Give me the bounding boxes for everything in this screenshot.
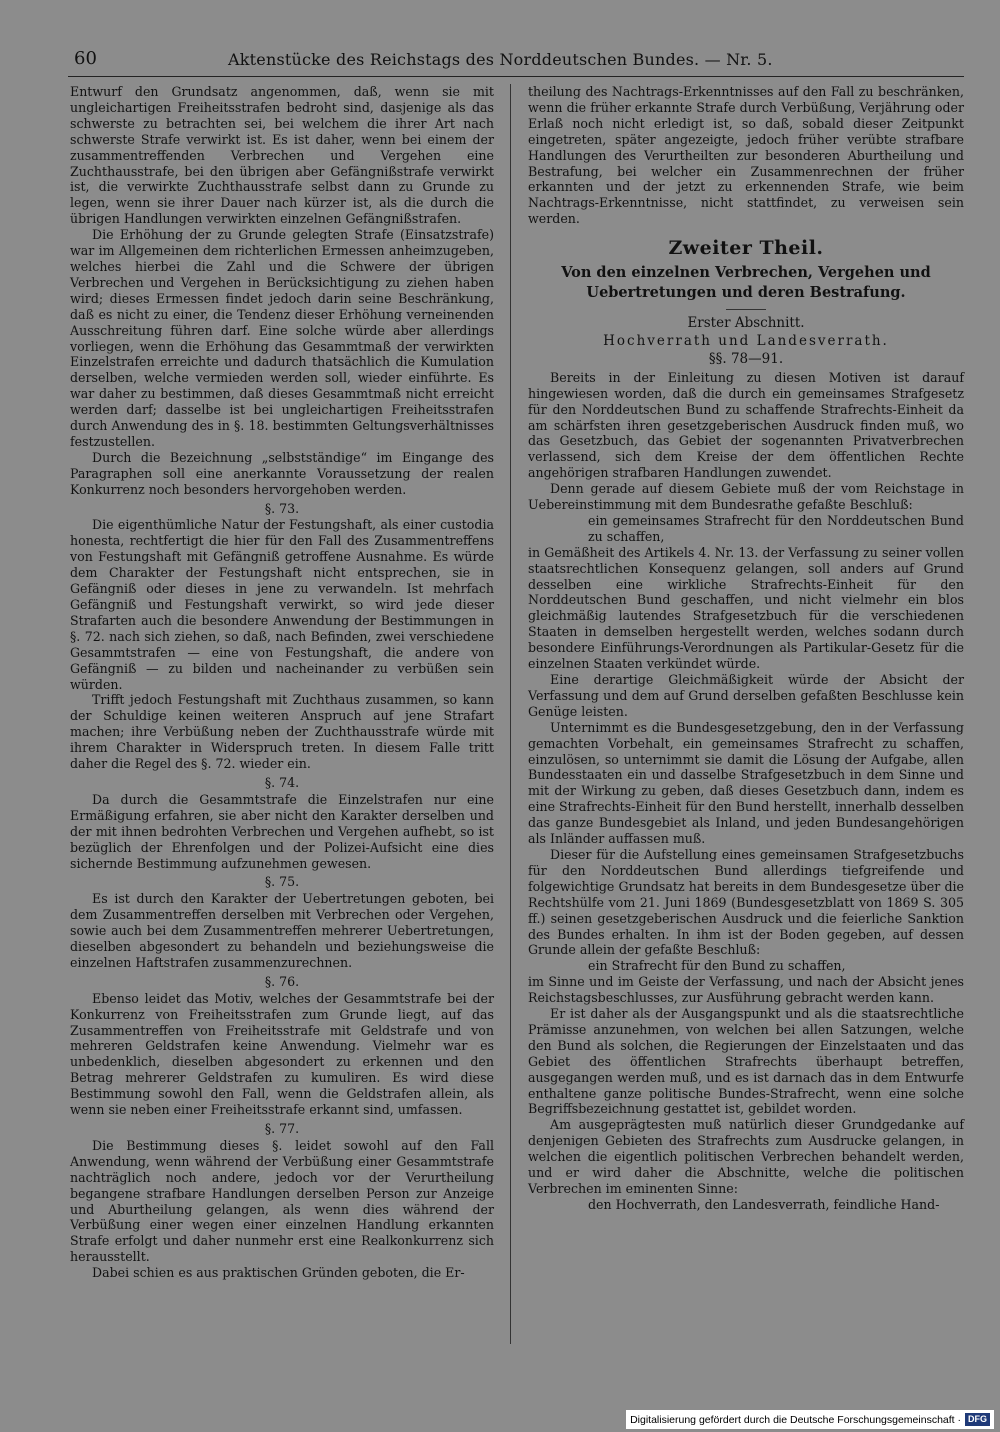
quoted-resolution: ein gemeinsames Strafrecht für den Norddeutschen Bund zu schaffen, <box>588 512 964 544</box>
paragraph: Trifft jedoch Festungshaft mit Zuchthaus zusammen, so kann der Schuldige keinen weiteren Anspruch auf jene Strafart machen; ihre Verbüßung neben der Zuchthausstrafe würde mit ihrem Charakter in Widerspruch treten. In diesem Falle tritt daher die Regel des §. 72. wieder ein. <box>70 692 494 772</box>
paragraph: theilung des Nachtrags-Erkenntnisses auf den Fall zu beschränken, wenn die früher erkannte Strafe durch Verbüßung, Verjährung oder Erlaß noch nicht erledigt ist, so daß, sobald dieser Zeitpunkt eingetreten, später angezeigte, jedoch früher verübte strafbare Handlungen des Verurtheilten zur besonderen Aburtheilung und Bestrafung, bei welcher ein Zusammenrechnen der früher erkannten und der jetzt zu erkennenden Strafe, wie beim Nachtrags-Erkenntnisse, nicht stattfindet, zu verweisen sein werden. <box>528 84 964 227</box>
quoted-resolution: ein Strafrecht für den Bund zu schaffen, <box>588 958 846 974</box>
paragraph: Eine derartige Gleichmäßigkeit würde der Absicht der Verfassung und dem auf Grund derselben gefaßten Beschlusse kein Genüge leisten. <box>528 672 964 719</box>
divider <box>726 309 766 310</box>
part-subtitle: Von den einzelnen Verbrechen, Vergehen und Uebertretungen und deren Bestrafung. <box>561 264 931 302</box>
paragraph: Bereits in der Einleitung zu diesen Motiven ist darauf hingewiesen worden, daß die durch ein gemeinsames Strafgesetz für den Norddeutschen Bund zu schaffende Strafrechts-Einheit da am schärfsten ihren gesetzgeberischen Ausdruck finden muß, wo das Gesetzbuch, das Gebiet der sogenannten Privatverbrechen verlassend, sich dem Kreise der dem öffentlichen Rechte angehörigen strafbaren Handlungen zuwendet. <box>528 369 964 481</box>
paragraph: Ebenso leidet das Motiv, welches der Gesammtstrafe bei der Konkurrenz von Freiheitsstrafen zum Grunde liegt, auf das Zusammentreffen von Freiheitsstrafe mit Geldstrafe und von mehreren Geldstrafen keine Anwendung. Vielmehr war es unbedenklich, dieselben abgesondert zu erkennen und den Betrag mehrerer Geldstrafen zu kumuliren. Es wird diese Bestimmung sowohl den Fall, wenn die Geldstrafen allein, als wenn sie neben einer Freiheitsstrafe erkannt sind, umfassen. <box>70 990 494 1118</box>
dfg-logo: DFG <box>965 1413 990 1426</box>
left-column <box>70 84 494 1281</box>
page-number: 60 <box>74 48 97 69</box>
section-heading: §. 76. <box>264 973 300 989</box>
section-heading: §. 77. <box>264 1121 300 1136</box>
abschnitt-heading: Erster Abschnitt. <box>687 315 805 332</box>
paragraph: Am ausgeprägtesten muß natürlich dieser Grundgedanke auf denjenigen Gebieten des Strafrechts zum Ausdrucke gelangen, in welchen die eigentlich politischen Verbrechen behandelt werden, und er wird daher die Abschnitte, welche die politischen Verbrechen im eminenten Sinne: <box>528 1117 964 1196</box>
paragraph: in Gemäßheit des Artikels 4. Nr. 13. der Verfassung zu seiner vollen staatsrechtlichen Konsequenz gelangen, soll anders auf Grund desselben eine wirkliche Strafrechts-Einheit für den Norddeutschen Bund geschaffen, und nicht vielmehr ein blos gleichmäßig lautendes Strafgesetzbuch für die verschiedenen Staaten in demselben hergestellt werden, welches sodann durch besondere Einführungs-Verordnungen als Partikular-Gesetz für die einzelnen Staaten verkündet würde. <box>528 544 964 672</box>
right-column <box>528 84 964 1213</box>
section-heading: §. 74. <box>264 774 300 790</box>
paragraph: Unternimmt es die Bundesgesetzgebung, den in der Verfassung gemachten Vorbehalt, ein gemeinsames Strafrecht zu schaffen, einzulösen, so unternimmt sie damit die Lösung der Aufgabe, allen Bundesstaaten ein und dasselbe Strafgesetzbuch in dem Sinne und mit der Wirkung zu geben, daß dieses Gesetzbuch dann, indem es eine Strafrechts-Einheit für den Bund herstellt, innerhalb desselben das ganze Bundesgebiet als Inland, und jeden Bundesangehörigen als Inländer auffassen muß. <box>528 719 964 847</box>
credit-text: Digitalisierung gefördert durch die Deutsche Forschungsgemeinschaft · <box>630 1413 961 1426</box>
running-title: Aktenstücke des Reichstags des Norddeutschen Bundes. — Nr. 5. <box>228 50 773 69</box>
paragraph: Dabei schien es aus praktischen Gründen geboten, die Er- <box>92 1265 465 1281</box>
quoted-list: den Hochverrath, den Landesverrath, feindliche Hand- <box>588 1196 940 1212</box>
paragraph: im Sinne und im Geiste der Verfassung, und nach der Absicht jenes Reichstagsbeschlusses, zur Ausführung gebracht werden kann. <box>528 974 964 1006</box>
paragraph: Denn gerade auf diesem Gebiete muß der vom Reichstage in Uebereinstimmung mit dem Bundesrathe gefaßte Beschluß: <box>528 481 964 513</box>
section-range: §§. 78—91. <box>708 350 784 367</box>
page-header <box>68 46 964 77</box>
paragraph: Entwurf den Grundsatz angenommen, daß, wenn sie mit ungleichartigen Freiheitsstrafen bedroht sind, dasjenige als das schwerste zu betrachten sei, bei welchem die ihrer Art nach schwerste Strafe verwirkt ist. Es ist daher, wenn bei einem der zusammentreffenden Verbrechen und Vergehen eine Zuchthausstrafe, bei den übrigen aber Gefängnißstrafe verwirkt ist, die verwirkte Zuchthausstrafe selbst dann zu Grunde zu legen, wenn sie ihrer Dauer nach kürzer ist, als die durch die übrigen Handlungen verwirkten einzelnen Gefängnißstrafen. <box>70 84 494 227</box>
paragraph: Da durch die Gesammtstrafe die Einzelstrafen nur eine Ermäßigung erfahren, sie aber nicht den Karakter derselben und der mit ihnen bedrohten Verbrechen und Vergehen aufhebt, so ist bezüglich der Ehrenfolgen und der Polizei-Aufsicht eine dies sichernde Bestimmung aufzunehmen gewesen. <box>70 791 494 871</box>
part-title: Zweiter Theil. <box>668 237 824 260</box>
paragraph: Dieser für die Aufstellung eines gemeinsamen Strafgesetzbuchs für den Norddeutschen Bund allerdings tiefgreifende und folgewichtige Grundsatz hat bereits in dem Bundesgesetze über die Rechtshülfe vom 21. Juni 1869 (Bundesgesetzblatt von 1869 S. 305 ff.) seinen gesetzgeberischen Ausdruck und die feierliche Sanktion des Bundes erhalten. In ihm ist der Boden gegeben, auf dessen Grunde allein der gefaßte Beschluß: <box>528 846 964 958</box>
paragraph: Die Erhöhung der zu Grunde gelegten Strafe (Einsatzstrafe) war im Allgemeinen dem richterlichen Ermessen anheimzugeben, welches hierbei die Zahl und die Schwere der übrigen Verbrechen und Vergehen in Berücksichtigung zu ziehen haben wird; dieses Ermessen findet jedoch darin seine Beschränkung, daß es nicht zu einer, die Tendenz dieser Erhöhung verneinenden Ausschreitung führen darf. Eine solche würde aber allerdings vorliegen, wenn die Erhöhung das Gesammtmaß der verwirkten Einzelstrafen erreichte und dadurch thatsächlich die Kumulation derselben, welche vermieden werden soll, wieder einführte. Es war daher zu bestimmen, daß dieses Gesammtmaß nicht erreicht werden darf; dasselbe ist bei ungleichartigen Freiheitsstrafen durch Anwendung des in §. 18. bestimmten Geltungsverhältnisses festzustellen. <box>70 227 494 449</box>
column-divider <box>510 84 511 1344</box>
section-heading: §. 75. <box>264 874 300 890</box>
paragraph: Durch die Bezeichnung „selbstständige“ im Eingange des Paragraphen soll eine anerkannte Voraussetzung der realen Konkurrenz noch besonders hervorgehoben werden. <box>70 449 494 497</box>
section-heading: §. 73. <box>264 500 300 516</box>
paragraph: Die Bestimmung dieses §. leidet sowohl auf den Fall Anwendung, wenn während der Verbüßung einer Gesammtstrafe nachträglich noch andere, jedoch vor der Verurtheilung begangene strafbare Handlungen derselben Person zur Anzeige und Aburtheilung gelangen, als wenn dies während der Verbüßung einer wegen einer einzelnen Handlung erkannten Strafe erfolgt und daher nunmehr erst eine Realkonkurrenz sich herausstellt. <box>70 1137 494 1265</box>
digitization-credit <box>626 1410 994 1429</box>
abschnitt-title: Hochverrath und Landesverrath. <box>603 332 889 349</box>
paragraph: Es ist durch den Karakter der Uebertretungen geboten, bei dem Zusammentreffen derselben mit Verbrechen oder Vergehen, sowie auch bei dem Zusammentreffen mehrerer Uebertretungen, dieselben abgesondert zu behandeln und beziehungsweise die einzelnen Haftstrafen zusammenzurechnen. <box>70 891 494 970</box>
paragraph: Die eigenthümliche Natur der Festungshaft, als einer custodia honesta, rechtfertigt die hier für den Fall des Zusammentreffens von Festungshaft mit Gefängniß getroffene Ausnahme. Es würde dem Charakter der Festungshaft nicht entsprechen, sie in Gefängniß oder dieses in jene zu verwandeln. Ist mehrfach Gefängniß und Festungshaft verwirkt, so wird jede dieser Strafarten auch die besondere Anwendung der Bestimmungen in §. 72. nach sich ziehen, so daß, nach Befinden, zwei verschiedene Gesammtstrafen — eine von Festungshaft, die andere von Gefängniß — zu bilden und nacheinander zu verbüßen sein würden. <box>70 517 494 692</box>
paragraph: Er ist daher als der Ausgangspunkt und als die staatsrechtliche Prämisse anzunehmen, von welchen bei allen Satzungen, welche den Bund als solchen, die Regierungen der Einzelstaaten und das Gebiet des öffentlichen Strafrechts überhaupt betreffen, ausgegangen werden muß, und es ist darnach das in dem Entwurfe enthaltene ganze politische Bundes-Strafrecht, wenn eine solche Begriffsbezeichnung gestattet ist, gebildet worden. <box>528 1006 964 1117</box>
